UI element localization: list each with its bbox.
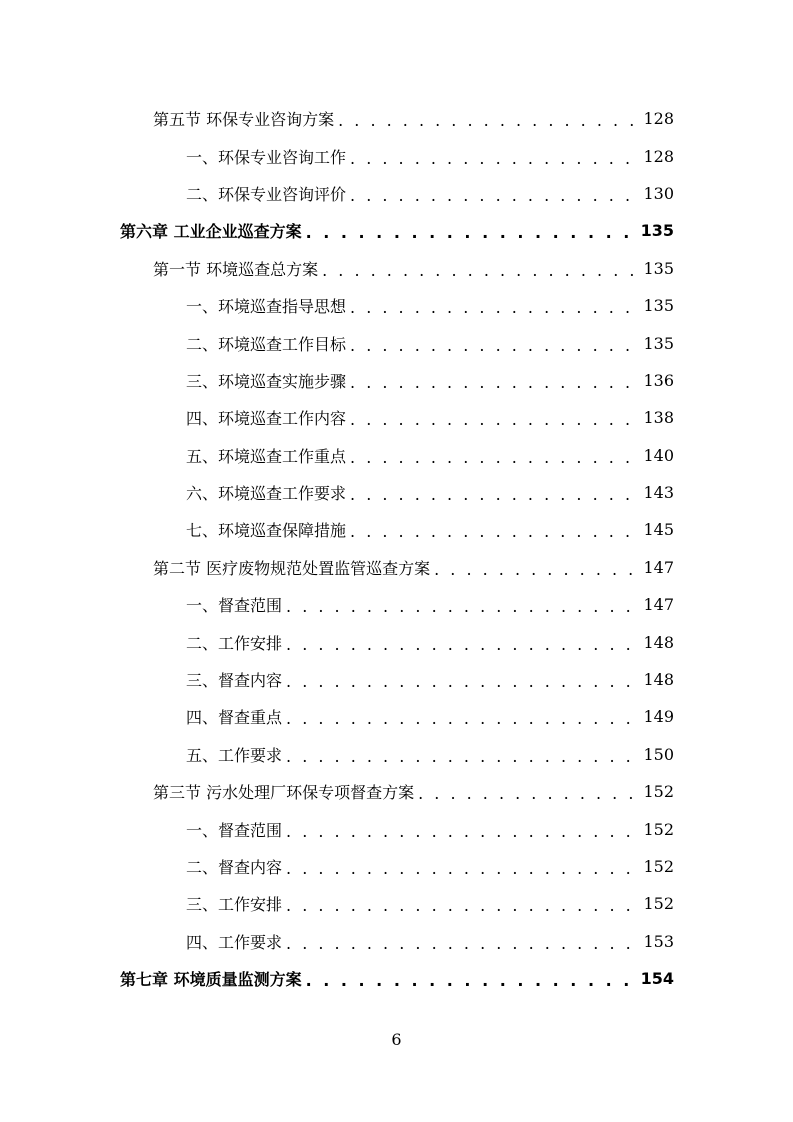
toc-entry-page: 135 xyxy=(640,221,674,241)
page-number: 6 xyxy=(391,1030,402,1049)
toc-entry-item[interactable] xyxy=(0,810,793,847)
toc-entry-page: 152 xyxy=(643,782,674,802)
toc-entry-page: 149 xyxy=(643,707,674,727)
dot-leader xyxy=(338,111,637,130)
toc-entry-label: 二、环境巡查工作目标 xyxy=(186,334,347,354)
toc-entry-label: 一、督查范围 xyxy=(186,596,283,616)
dot-leader xyxy=(350,373,637,392)
dot-leader xyxy=(286,896,637,915)
toc-entry-label: 二、督查内容 xyxy=(186,858,283,877)
toc-entry-section[interactable] xyxy=(0,549,793,586)
toc-entry-label: 五、环境巡查工作重点 xyxy=(186,446,347,466)
toc-entry-item[interactable] xyxy=(0,923,793,960)
toc-entry-item[interactable] xyxy=(0,623,793,660)
toc-entry-page: 138 xyxy=(643,408,674,428)
dot-leader xyxy=(306,223,635,242)
toc-entry-page: 153 xyxy=(643,931,674,951)
dot-leader xyxy=(286,859,637,878)
toc-entry-label: 第一节 环境巡查总方案 xyxy=(153,259,319,279)
toc-entry-page: 148 xyxy=(643,632,674,652)
toc-entry-page: 143 xyxy=(643,483,674,503)
toc-entry-label: 三、工作安排 xyxy=(186,895,283,915)
toc-entry-label: 七、环境巡查保障措施 xyxy=(186,521,347,541)
dot-leader xyxy=(286,822,637,841)
dot-leader xyxy=(350,336,637,355)
toc-entry-section[interactable] xyxy=(0,773,793,810)
toc-entry-label: 二、环保专业咨询评价 xyxy=(186,184,347,204)
toc-entry-label: 一、督查范围 xyxy=(186,820,283,840)
toc-entry-label: 四、工作要求 xyxy=(186,932,283,952)
dot-leader xyxy=(350,410,637,429)
toc-entry-page: 135 xyxy=(643,333,674,353)
toc-entry-item[interactable] xyxy=(0,399,793,436)
toc-entry-page: 150 xyxy=(643,744,674,764)
toc-entry-page: 130 xyxy=(643,183,674,203)
dot-leader xyxy=(434,560,637,579)
toc-entry-page: 152 xyxy=(643,819,674,839)
dot-leader xyxy=(350,485,637,504)
dot-leader xyxy=(350,149,637,168)
toc-entry-label: 四、环境巡查工作内容 xyxy=(186,409,347,429)
toc-entry-page: 154 xyxy=(640,969,674,989)
toc-entry-section[interactable] xyxy=(0,250,793,287)
dot-leader xyxy=(286,934,637,953)
toc-entry-page: 145 xyxy=(643,520,674,540)
toc-entry-item[interactable] xyxy=(0,324,793,361)
toc-entry-label: 第六章 工业企业巡查方案 xyxy=(120,222,302,242)
toc-entry-label: 三、环境巡查实施步骤 xyxy=(186,371,347,391)
toc-entry-label: 第五节 环保专业咨询方案 xyxy=(153,110,335,130)
dot-leader xyxy=(306,971,635,990)
toc-entry-chapter[interactable] xyxy=(0,960,793,997)
toc-entry-label: 一、环保专业咨询工作 xyxy=(186,147,347,167)
toc-entry-page: 128 xyxy=(643,146,674,166)
table-of-contents xyxy=(0,100,793,997)
dot-leader xyxy=(286,747,637,766)
toc-entry-page: 128 xyxy=(643,109,674,129)
toc-entry-item[interactable] xyxy=(0,736,793,773)
toc-entry-item[interactable] xyxy=(0,362,793,399)
dot-leader xyxy=(350,448,637,467)
toc-entry-item[interactable] xyxy=(0,848,793,885)
toc-entry-label: 四、督查重点 xyxy=(186,708,283,728)
toc-entry-label: 第二节 医疗废物规范处置监管巡查方案 xyxy=(153,558,431,578)
toc-entry-page: 136 xyxy=(643,370,674,390)
toc-entry-label: 六、环境巡查工作要求 xyxy=(186,484,347,504)
dot-leader xyxy=(350,522,637,541)
toc-entry-page: 135 xyxy=(643,258,674,278)
toc-entry-section[interactable] xyxy=(0,100,793,137)
toc-entry-item[interactable] xyxy=(0,175,793,212)
dot-leader xyxy=(350,298,637,317)
toc-entry-label: 第七章 环境质量监测方案 xyxy=(120,970,302,990)
toc-entry-item[interactable] xyxy=(0,885,793,922)
dot-leader xyxy=(350,186,637,205)
toc-entry-item[interactable] xyxy=(0,511,793,548)
toc-entry-page: 148 xyxy=(643,670,674,690)
toc-entry-item[interactable] xyxy=(0,287,793,324)
toc-entry-page: 147 xyxy=(643,595,674,615)
toc-entry-item[interactable] xyxy=(0,437,793,474)
toc-entry-label: 三、督查内容 xyxy=(186,671,283,691)
dot-leader xyxy=(286,672,637,691)
dot-leader xyxy=(286,635,637,654)
toc-entry-item[interactable] xyxy=(0,586,793,623)
toc-entry-label: 一、环境巡查指导思想 xyxy=(186,297,347,317)
toc-entry-item[interactable] xyxy=(0,698,793,735)
toc-entry-label: 五、工作要求 xyxy=(186,745,283,765)
toc-entry-item[interactable] xyxy=(0,474,793,511)
dot-leader xyxy=(322,261,637,280)
toc-entry-page: 135 xyxy=(643,296,674,316)
toc-entry-label: 二、工作安排 xyxy=(186,633,283,653)
toc-entry-page: 152 xyxy=(643,857,674,876)
toc-entry-page: 152 xyxy=(643,894,674,914)
toc-entry-page: 147 xyxy=(643,557,674,577)
toc-entry-item[interactable] xyxy=(0,661,793,698)
dot-leader xyxy=(286,709,637,728)
toc-entry-item[interactable] xyxy=(0,137,793,174)
toc-entry-chapter[interactable] xyxy=(0,212,793,249)
toc-entry-label: 第三节 污水处理厂环保专项督查方案 xyxy=(153,783,415,803)
dot-leader xyxy=(286,597,637,616)
dot-leader xyxy=(418,784,637,803)
toc-entry-page: 140 xyxy=(643,445,674,465)
